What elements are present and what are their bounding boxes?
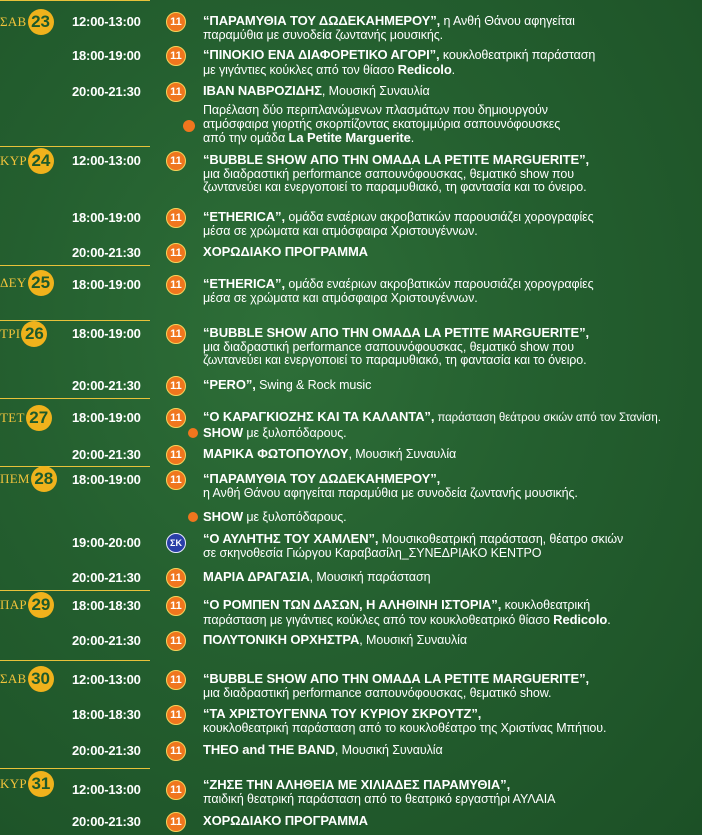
event-time: 20:00-21:30 <box>72 378 141 393</box>
day-number: 24 <box>28 148 54 174</box>
channel-badge: 11 <box>166 445 186 465</box>
bullet-dot <box>188 428 198 438</box>
channel-badge: 11 <box>166 82 186 102</box>
event-title: ΙΒΑΝ ΝΑΒΡΟΖΙΔΗΣ <box>203 83 322 98</box>
day-label <box>0 771 54 797</box>
event-description: ΜΑΡΙΚΑ ΦΩΤΟΠΟΥΛΟΥ, Μουσική Συναυλία <box>203 446 457 461</box>
day-label <box>0 148 54 174</box>
day-name: ΠΑΡ <box>0 597 27 612</box>
event-time: 20:00-21:30 <box>72 245 141 260</box>
channel-badge: 11 <box>166 470 186 490</box>
event-title: ΠΟΛΥΤΟΝΙΚΗ ΟΡΧΗΣΤΡΑ <box>203 632 360 647</box>
event-title: “ETHERICA”, <box>203 276 285 291</box>
event-time: 12:00-13:00 <box>72 153 141 168</box>
event-description: “ΠΙΝΟΚΙΟ ΕΝΑ ΔΙΑΦΟΡΕΤΙΚΟ ΑΓΟΡΙ”, κουκλοθεατρική παράσταση με γιγάντιες κούκλες από τον θίασο Redicolo. <box>203 47 596 77</box>
event-title: “ΠΙΝΟΚΙΟ ΕΝΑ ΔΙΑΦΟΡΕΤΙΚΟ ΑΓΟΡΙ”, <box>203 47 440 62</box>
event-description: “Ο ΚΑΡΑΓΚΙΟΖΗΣ ΚΑΙ ΤΑ ΚΑΛΑΝΤΑ”, παράσταση θεάτρου σκιών από τον Στανίση. <box>203 409 661 424</box>
event-description: ΜΑΡΙΑ ΔΡΑΓΑΣΙΑ, Μουσική παράσταση <box>203 569 431 584</box>
channel-badge: 11 <box>166 151 186 171</box>
day-label <box>0 592 54 618</box>
day-label <box>0 466 57 492</box>
event-description: Παρέλαση δύο περιπλανώμενων πλασμάτων που δημιουργούν ατμόσφαιρα γιορτής σκορπίζοντας εκατομμύρια σαπουνόφουσκες από την ομάδα La Petite Marguerite. <box>203 103 561 145</box>
channel-badge: 11 <box>166 596 186 616</box>
event-time: 18:00-18:30 <box>72 707 141 722</box>
event-time: 20:00-21:30 <box>72 814 141 829</box>
day-number: 27 <box>26 405 52 431</box>
event-time: 12:00-13:00 <box>72 672 141 687</box>
event-description: ΙΒΑΝ ΝΑΒΡΟΖΙΔΗΣ, Μουσική Συναυλία <box>203 83 430 98</box>
event-time: 18:00-18:30 <box>72 598 141 613</box>
day-name: ΚΥΡ <box>0 776 27 791</box>
event-description <box>203 245 698 260</box>
day-number: 31 <box>28 771 54 797</box>
channel-badge: 11 <box>166 705 186 725</box>
channel-badge: 11 <box>166 12 186 32</box>
event-title: “ΠΑΡΑΜΥΘΙΑ ΤΟΥ ΔΩΔΕΚΑΗΜΕΡΟΥ”, <box>203 471 441 486</box>
day-number: 30 <box>28 666 54 692</box>
event-time: 12:00-13:00 <box>72 14 141 29</box>
separator <box>0 590 150 591</box>
channel-badge: 11 <box>166 243 186 263</box>
event-title: “BUBBLE SHOW ΑΠΟ ΤΗΝ ΟΜΑΔΑ LA PETITE MARGUERITE”, <box>203 152 590 167</box>
event-time: 20:00-21:30 <box>72 84 141 99</box>
day-number: 26 <box>21 321 47 347</box>
event-time: 18:00-19:00 <box>72 410 141 425</box>
separator <box>0 660 150 661</box>
event-title: “ΤΑ ΧΡΙΣΤΟΥΓΕΝΝΑ ΤΟΥ ΚΥΡΙΟΥ ΣΚΡΟΥΤΖ”, <box>203 706 482 721</box>
event-time: 20:00-21:30 <box>72 633 141 648</box>
event-description: ΠΟΛΥΤΟΝΙΚΗ ΟΡΧΗΣΤΡΑ, Μουσική Συναυλία <box>203 632 467 647</box>
separator <box>0 265 150 266</box>
event-title: ΧΟΡΩΔΙΑΚΟ ΠΡΟΓΡΑΜΜΑ <box>203 813 368 828</box>
channel-badge: 11 <box>166 741 186 761</box>
event-time: 20:00-21:30 <box>72 570 141 585</box>
event-time: 12:00-13:00 <box>72 782 141 797</box>
day-name: ΤΡΙ <box>0 326 21 341</box>
day-name: ΣΑΒ <box>0 14 27 29</box>
event-time: 18:00-19:00 <box>72 277 141 292</box>
day-name: ΣΑΒ <box>0 671 27 686</box>
event-description: “ΠΑΡΑΜΥΘΙΑ ΤΟΥ ΔΩΔΕΚΑΗΜΕΡΟΥ”, η Ανθή Θάνου αφηγείται παραμύθια με συνοδεία ζωντανής μουσικής. <box>203 471 578 500</box>
event-time: 19:00-20:00 <box>72 535 141 550</box>
day-number: 28 <box>31 466 57 492</box>
event-title: “BUBBLE SHOW ΑΠΟ ΤΗΝ ΟΜΑΔΑ LA PETITE MARGUERITE”, <box>203 325 590 340</box>
event-title: “ΖΗΣΕ ΤΗΝ ΑΛΗΘΕΙΑ ΜΕ ΧΙΛΙΑΔΕΣ ΠΑΡΑΜΥΘΙΑ”, <box>203 777 511 792</box>
day-label <box>0 9 54 35</box>
event-title: ΜΑΡΙΑ ΔΡΑΓΑΣΙΑ <box>203 569 310 584</box>
event-title: ΧΟΡΩΔΙΑΚΟ ΠΡΟΓΡΑΜΜΑ <box>203 244 368 259</box>
event-title: “BUBBLE SHOW ΑΠΟ ΤΗΝ ΟΜΑΔΑ LA PETITE MARGUERITE”, <box>203 671 590 686</box>
channel-badge: 11 <box>166 408 186 428</box>
event-description: “BUBBLE SHOW ΑΠΟ ΤΗΝ ΟΜΑΔΑ LA PETITE MARGUERITE”, μια διαδραστική performance σαπουνόφουσκας, θεματικό show που ζωντανεύει και ενεργοποιεί το παραμυθιακό, τη φαντασία και το όνειρο. <box>203 325 590 367</box>
event-description: SHOW με ξυλοπόδαρους. <box>203 509 347 524</box>
separator <box>0 768 150 769</box>
event-title: “Ο ΚΑΡΑΓΚΙΟΖΗΣ ΚΑΙ ΤΑ ΚΑΛΑΝΤΑ”, <box>203 409 435 424</box>
event-description: “ΖΗΣΕ ΤΗΝ ΑΛΗΘΕΙΑ ΜΕ ΧΙΛΙΑΔΕΣ ΠΑΡΑΜΥΘΙΑ”, παιδική θεατρική παράσταση από το θεατρικό εργαστήρι ΑΥΛΑΙΑ <box>203 777 556 806</box>
event-description: “ΠΑΡΑΜΥΘΙΑ ΤΟΥ ΔΩΔΕΚΑΗΜΕΡΟΥ”, η Ανθή Θάνου αφηγείται παραμύθια με συνοδεία ζωντανής μουσικής. <box>203 13 575 42</box>
day-label <box>0 666 54 692</box>
channel-badge: 11 <box>166 780 186 800</box>
event-description: “PERO”, Swing & Rock music <box>203 377 372 392</box>
event-time: 18:00-19:00 <box>72 210 141 225</box>
channel-badge-blue: ΣΚ <box>166 533 186 553</box>
event-time: 18:00-19:00 <box>72 472 141 487</box>
channel-badge: 11 <box>166 812 186 832</box>
event-description: THEO and THE BAND, Μουσική Συναυλία <box>203 742 443 757</box>
day-name: ΚΥΡ <box>0 153 27 168</box>
bullet-dot <box>183 120 195 132</box>
channel-badge: 11 <box>166 208 186 228</box>
channel-badge: 11 <box>166 376 186 396</box>
event-title: “ΠΑΡΑΜΥΘΙΑ ΤΟΥ ΔΩΔΕΚΑΗΜΕΡΟΥ”, <box>203 13 441 28</box>
day-number: 29 <box>28 592 54 618</box>
event-description: “BUBBLE SHOW ΑΠΟ ΤΗΝ ΟΜΑΔΑ LA PETITE MARGUERITE”, μια διαδραστική performance σαπουνόφουσκας, θεματικό show. <box>203 671 590 700</box>
event-title: “Ο ΡΟΜΠΕΝ ΤΩΝ ΔΑΣΩΝ, Η ΑΛΗΘΙΝΗ ΙΣΤΟΡΙΑ”, <box>203 597 502 612</box>
event-time: 18:00-19:00 <box>72 326 141 341</box>
event-time: 18:00-19:00 <box>72 48 141 63</box>
event-time: 20:00-21:30 <box>72 743 141 758</box>
event-title: THEO and THE BAND <box>203 742 335 757</box>
event-title: “ETHERICA”, <box>203 209 285 224</box>
event-title: “PERO”, <box>203 377 256 392</box>
event-description: “Ο ΑΥΛΗΤΗΣ ΤΟΥ ΧΑΜΛΕΝ”, Μουσικοθεατρική παράσταση, θέατρο σκιών σε σκηνοθεσία Γιώργου Καραβασίλη_ΣΥΝΕΔΡΙΑΚΟ ΚΕΝΤΡΟ <box>203 531 624 560</box>
event-description: “ETHERICA”, ομάδα εναέριων ακροβατικών παρουσιάζει χορογραφίες μέσα σε χρώματα και ατμόσφαιρα Χριστουγέννων. <box>203 209 594 238</box>
separator <box>0 146 150 147</box>
day-label <box>0 270 54 296</box>
event-description: “ETHERICA”, ομάδα εναέριων ακροβατικών παρουσιάζει χορογραφίες μέσα σε χρώματα και ατμόσφαιρα Χριστουγέννων. <box>203 276 594 305</box>
channel-badge: 11 <box>166 324 186 344</box>
event-title: “Ο ΑΥΛΗΤΗΣ ΤΟΥ ΧΑΜΛΕΝ”, <box>203 531 379 546</box>
day-number: 25 <box>28 270 54 296</box>
day-number: 23 <box>28 9 54 35</box>
event-description <box>203 814 698 829</box>
event-description: “ΤΑ ΧΡΙΣΤΟΥΓΕΝΝΑ ΤΟΥ ΚΥΡΙΟΥ ΣΚΡΟΥΤΖ”, κουκλοθεατρική παράσταση από το κουκλοθέατρο της Χριστίνας Μπήτιου. <box>203 706 607 735</box>
event-description: “Ο ΡΟΜΠΕΝ ΤΩΝ ΔΑΣΩΝ, Η ΑΛΗΘΙΝΗ ΙΣΤΟΡΙΑ”, κουκλοθεατρική παράσταση με γιγάντιες κούκλες από τον κουκλοθεατρικό θίασο Redicolo. <box>203 597 611 627</box>
day-label <box>0 405 52 431</box>
channel-badge: 11 <box>166 275 186 295</box>
separator <box>0 0 150 1</box>
day-name: ΤΕΤ <box>0 410 25 425</box>
channel-badge: 11 <box>166 670 186 690</box>
bullet-dot <box>188 512 198 522</box>
event-description: SHOW με ξυλοπόδαρους. <box>203 425 347 440</box>
event-title: ΜΑΡΙΚΑ ΦΩΤΟΠΟΥΛΟΥ <box>203 446 349 461</box>
separator <box>0 398 150 399</box>
channel-badge: 11 <box>166 46 186 66</box>
day-name: ΔΕΥ <box>0 275 27 290</box>
event-description: “BUBBLE SHOW ΑΠΟ ΤΗΝ ΟΜΑΔΑ LA PETITE MARGUERITE”, μια διαδραστική performance σαπουνόφουσκας, θεματικό show που ζωντανεύει και ενεργοποιεί το παραμυθιακό, τη φαντασία και το όνειρο. <box>203 152 590 194</box>
day-label <box>0 321 47 347</box>
channel-badge: 11 <box>166 568 186 588</box>
channel-badge: 11 <box>166 631 186 651</box>
day-name: ΠΕΜ <box>0 471 30 486</box>
event-time: 20:00-21:30 <box>72 447 141 462</box>
